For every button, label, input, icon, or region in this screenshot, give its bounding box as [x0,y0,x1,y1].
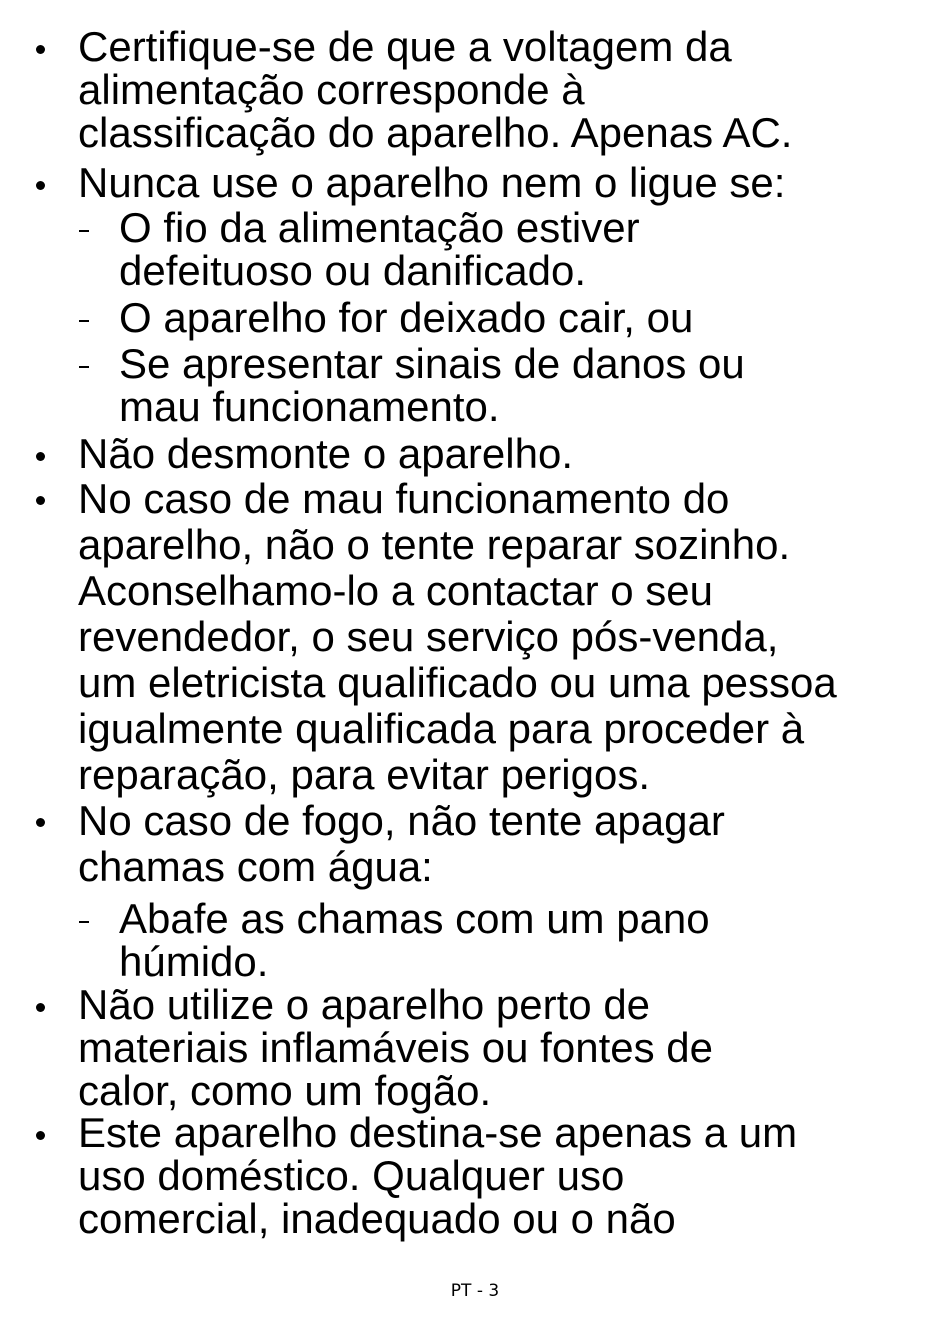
text-line: Certifique-se de que a voltagem da [78,23,732,70]
text-line: No caso de mau funcionamento do [78,475,730,522]
bullet-icon [36,1003,45,1012]
text-line: chamas com água: [78,843,433,890]
list-item-voltage [78,25,938,154]
text-line: Este aparelho destina-se apenas a um [78,1109,798,1156]
sub-item-signs-of-damage [119,342,939,428]
dash-icon [79,921,89,923]
list-item-do-not-disassemble [78,432,938,475]
dash-icon [79,320,89,322]
text-line: uso doméstico. Qualquer uso [78,1152,625,1199]
text-line: aparelho, não o tente reparar sozinho. [78,521,791,568]
list-item-domestic-use [78,1111,938,1240]
text-line: alimentação corresponde à [78,66,585,113]
bullet-icon [36,452,45,461]
text-line: reparação, para evitar perigos. [78,751,650,798]
text-line: materiais inflamáveis ou fontes de [78,1024,713,1071]
dash-icon [79,366,89,368]
text-line: húmido. [119,938,269,985]
text-line: Nunca use o aparelho nem o ligue se: [78,159,786,206]
text-line: defeituoso ou danificado. [119,247,587,294]
bullet-icon [36,181,45,190]
text-line: Se apresentar sinais de danos ou [119,340,745,387]
text-line: um eletricista qualificado ou uma pessoa [78,659,837,706]
text-line: comercial, inadequado ou o não [78,1195,676,1242]
list-item-never-use [78,161,938,204]
text-line: revendedor, o seu serviço pós-venda, [78,613,779,660]
sub-item-smother-flames [119,897,939,983]
bullet-icon [36,496,45,505]
text-line: mau funcionamento. [119,383,500,430]
text-line: No caso de fogo, não tente apagar [78,797,725,844]
text-line: Aconselhamo-lo a contactar o seu [78,567,714,614]
text-line: O aparelho for deixado cair, ou [119,294,694,341]
sub-item-dropped [119,296,939,339]
text-line: Não desmonte o aparelho. [78,430,573,477]
bullet-icon [36,45,45,54]
sub-item-cord-damaged [119,206,939,292]
page-number: PT - 3 [450,1281,500,1301]
text-line: igualmente qualificada para proceder à [78,705,805,752]
text-line: Não utilize o aparelho perto de [78,981,651,1028]
text-line: calor, como um fogão. [78,1067,492,1114]
dash-icon [79,230,89,232]
list-item-malfunction [78,476,938,798]
text-line: Abafe as chamas com um pano [119,895,710,942]
text-line: classificação do aparelho. Apenas AC. [78,109,793,156]
list-item-fire [78,798,938,890]
bullet-icon [36,818,45,827]
bullet-icon [36,1131,45,1140]
list-item-flammables [78,983,938,1112]
text-line: O fio da alimentação estiver [119,204,640,251]
